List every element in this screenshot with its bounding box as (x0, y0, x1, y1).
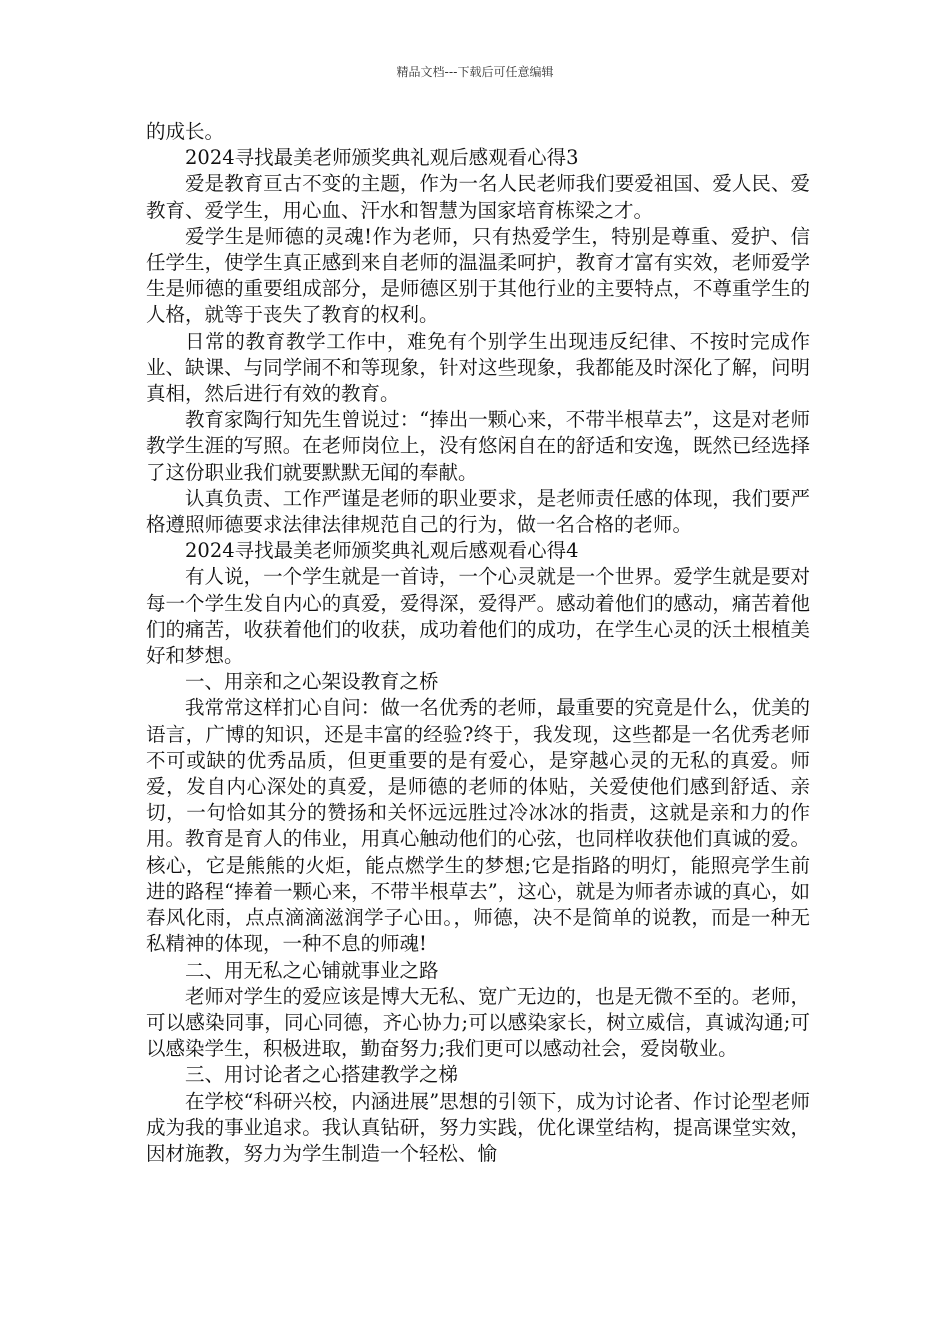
page-header: 精品文档---下载后可任意编辑 (396, 65, 554, 79)
paragraph: 认真负责、工作严谨是老师的职业要求，是老师责任感的体现，我们要严格遵照师德要求法律法律规范自己的行为，做一名合格的老师。 (146, 486, 810, 537)
section-title: 2024寻找最美老师颁奖典礼观后感观看心得3 (185, 146, 579, 170)
paragraph: 有人说，一个学生就是一首诗，一个心灵就是一个世界。爱学生就是要对每一个学生发自内心的真爱，爱得深，爱得严。感动着他们的感动，痛苦着他们的痛苦，收获着他们的收获，成功着他们的成功，在学生心灵的沃土根植美好和梦想。 (146, 565, 810, 668)
paragraph: 在学校“科研兴校，内涵进展”思想的引领下，成为讨论者、作讨论型老师成为我的事业追求。我认真钻研，努力实践，优化课堂结构，提高课堂实效，因材施教，努力为学生制造一个轻松、愉 (146, 1089, 810, 1165)
paragraph: 爱学生是师德的灵魂!作为老师，只有热爱学生，特别是尊重、爱护、信任学生，使学生真正感到来自老师的温温柔呵护，教育才富有实效，老师爱学生是师德的重要组成部分，是师德区别于其他行业的主要特点，不尊重学生的人格，就等于丧失了教育的权利。 (146, 224, 810, 327)
paragraph: 爱是教育亘古不变的主题，作为一名人民老师我们要爱祖国、爱人民、爱教育、爱学生，用心血、汗水和智慧为国家培育栋梁之才。 (146, 172, 810, 222)
subheading: 三、用讨论者之心搭建教学之梯 (185, 1063, 459, 1087)
subheading: 二、用无私之心铺就事业之路 (185, 958, 439, 982)
paragraph: 老师对学生的爱应该是博大无私、宽广无边的，也是无微不至的。老师，可以感染同事，同心同德，齐心协力;可以感染家长，树立威信，真诚沟通;可以感染学生，积极进取，勤奋努力;我们更可以感动社会，爱岗敬业。 (146, 984, 810, 1061)
section-title: 2024寻找最美老师颁奖典礼观后感观看心得4 (185, 539, 579, 563)
paragraph: 日常的教育教学工作中，难免有个别学生出现违反纪律、不按时完成作业、缺课、与同学闹不和等现象，针对这些现象，我都能及时深化了解，问明真相，然后进行有效的教育。 (146, 329, 810, 406)
document-body (146, 119, 810, 1167)
paragraph: 的成长。 (146, 120, 225, 143)
paragraph: 教育家陶行知先生曾说过：“捧出一颗心来，不带半根草去”，这是对老师教学生涯的写照。在老师岗位上，没有悠闲自在的舒适和安逸，既然已经选择了这份职业我们就要默默无闻的奉献。 (146, 408, 810, 484)
subheading: 一、用亲和之心架设教育之桥 (185, 670, 439, 694)
paragraph: 我常常这样扪心自问：做一名优秀的老师，最重要的究竟是什么，优美的语言，广博的知识，还是丰富的经验?终于，我发现，这些都是一名优秀老师不可或缺的优秀品质，但更重要的是有爱心，是穿越心灵的无私的真爱。师爱，发自内心深处的真爱，是师德的老师的体贴，关爱使他们感到舒适、亲切，一句恰如其分的赞扬和关怀远远胜过冷冰冰的指责，这就是亲和力的作用。教育是育人的伟业，用真心触动他们的心弦，也同样收获他们真诚的爱。核心，它是熊熊的火炬，能点燃学生的梦想;它是指路的明灯，能照亮学生前进的路程“捧着一颗心来，不带半根草去”，这心，就是为师者赤诚的真心，如春风化雨，点点滴滴滋润学子心田。，师德，决不是简单的说教，而是一种无私精神的体现，一种不息的师魂! (146, 696, 810, 956)
